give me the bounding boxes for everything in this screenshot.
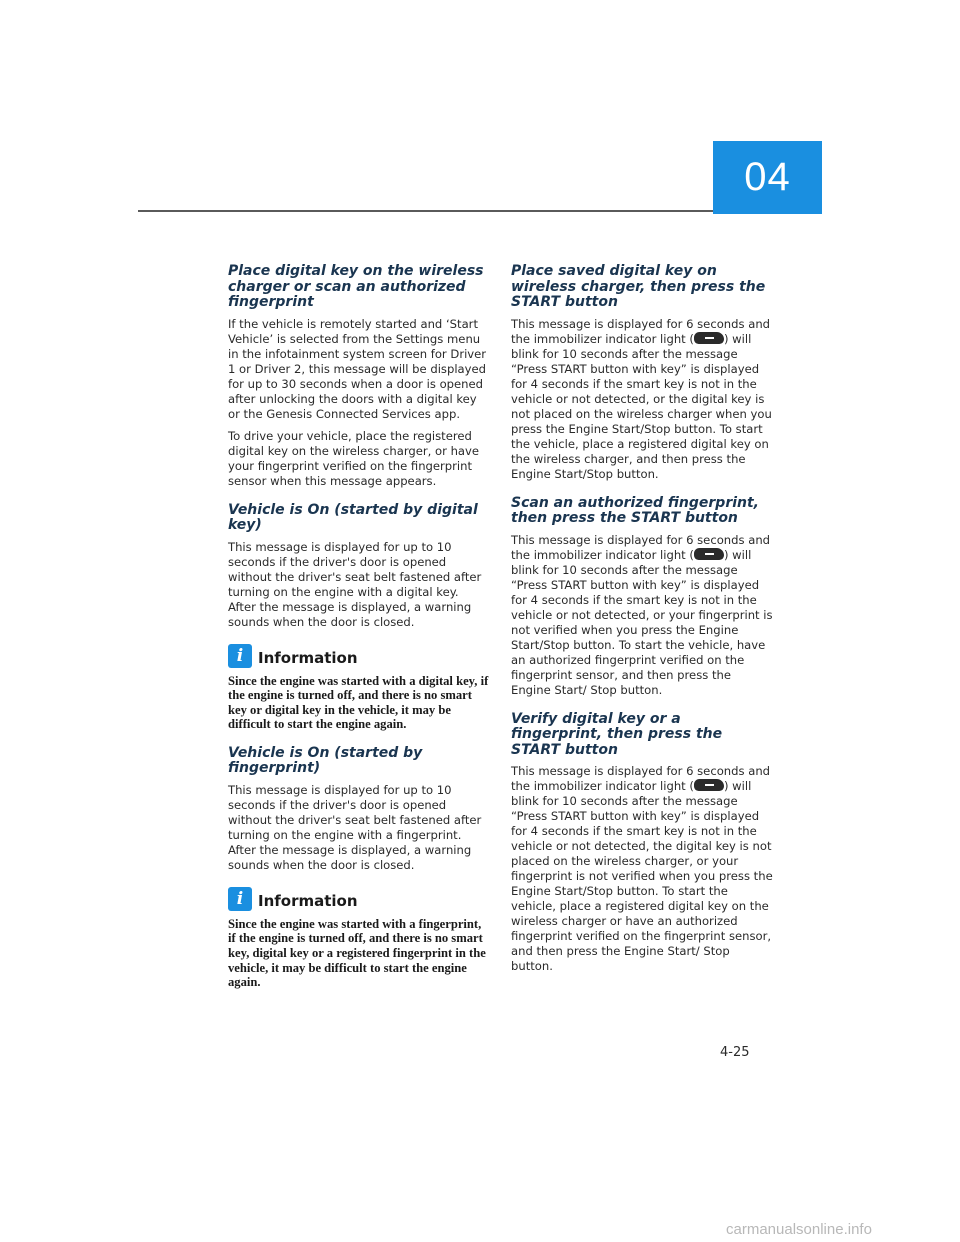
immobilizer-key-icon xyxy=(694,548,724,560)
section-title: Place saved digital key on wireless charger, then press the START button xyxy=(511,263,766,310)
section-title: Scan an authorized fingerprint, then press the START button xyxy=(511,494,760,526)
paragraph xyxy=(511,317,773,482)
text-part: ) will blink for 10 seconds after the message “Press START button with key” is displayed for 4 seconds if the smart key is not in the vehicle or not detected, the digital key is not placed on the wireless charger, or your fingerprint is not verified when you press the Engine Start/Stop button. To start the vehicle, place a registered digital key on the wireless charger or have an authorized fingerprint verified on the fingerprint sensor, and then press the Engine Start/ Stop button. xyxy=(511,779,773,973)
section-place-digital-key xyxy=(228,264,490,489)
information-text: Since the engine was started with a fingerprint, if the engine is turned off, and there is no smart key, digital key or a registered fingerprint in the vehicle, it may be difficult to start the engine again. xyxy=(228,916,486,990)
text-part: ) will blink for 10 seconds after the message “Press START button with key” is displayed for 4 seconds if the smart key is not in the vehicle or not detected, or the digital key is not placed on the wireless charger when you press the Engine Start/Stop button. To start the vehicle, place a registered digital key on the wireless charger, and then press the Engine Start/Stop button. xyxy=(511,331,772,481)
section-place-saved-digital-key xyxy=(511,264,773,482)
paragraph: To drive your vehicle, place the registered digital key on the wireless charger, or have your fingerprint verified on the fingerprint sensor when this message appears. xyxy=(228,428,480,488)
right-column xyxy=(511,264,773,988)
info-icon: i xyxy=(228,887,252,911)
chapter-tab xyxy=(713,141,822,214)
information-title: Information xyxy=(258,648,358,667)
immobilizer-key-icon xyxy=(694,779,724,791)
header-rule xyxy=(138,210,713,212)
information-title: Information xyxy=(258,891,358,910)
paragraph xyxy=(511,764,773,974)
information-header xyxy=(228,887,490,911)
information-box xyxy=(228,887,490,990)
paragraph: This message is displayed for up to 10 seconds if the driver's door is opened without the driver's seat belt fastened after turning on the engine with a fingerprint. After the message is displayed, a warning sounds when the door is closed. xyxy=(228,782,482,872)
information-header xyxy=(228,644,490,668)
text-part: This message is displayed for 6 seconds and the immobilizer indicator light ( xyxy=(511,532,771,562)
page-number: 4-25 xyxy=(720,1045,750,1060)
paragraph: This message is displayed for up to 10 seconds if the driver's door is opened without the driver's seat belt fastened after turning on the engine with a digital key. After the message is displayed, a warning sounds when the door is closed. xyxy=(228,539,482,629)
section-verify-key-or-fingerprint xyxy=(511,712,773,975)
paragraph xyxy=(511,533,773,698)
section-title: Verify digital key or a fingerprint, then press the START button xyxy=(511,710,723,758)
section-title: Place digital key on the wireless charger or scan an authorized fingerprint xyxy=(228,263,484,310)
section-title: Vehicle is On (started by fingerprint) xyxy=(228,744,423,777)
section-started-by-fingerprint xyxy=(228,746,490,873)
text-part: This message is displayed for 6 seconds and the immobilizer indicator light ( xyxy=(511,764,771,793)
information-text: Since the engine was started with a digital key, if the engine is turned off, and there is no smart key or digital key in the vehicle, it may be difficult to start the engine again. xyxy=(228,673,489,732)
info-icon: i xyxy=(228,644,252,668)
section-scan-fingerprint xyxy=(511,496,773,698)
left-column xyxy=(228,264,490,1004)
watermark-text: carmanualsonline.info xyxy=(726,1221,872,1238)
section-title: Vehicle is On (started by digital key) xyxy=(228,501,478,533)
paragraph: If the vehicle is remotely started and ‘Start Vehicle’ is selected from the Settings menu in the infotainment system screen for Driver 1 or Driver 2, this message will be displayed for up to 30 seconds when a door is opened after unlocking the doors with a digital key or the Genesis Connected Services app. xyxy=(228,316,487,421)
text-part: This message is displayed for 6 seconds and the immobilizer indicator light ( xyxy=(511,316,771,346)
section-started-by-digital-key xyxy=(228,503,490,630)
chapter-number: 04 xyxy=(744,155,791,199)
immobilizer-key-icon xyxy=(694,332,724,344)
text-part: ) will blink for 10 seconds after the message “Press START button with key” is displayed for 4 seconds if the smart key is not in the vehicle or not detected, or your fingerprint is not verified when you press the Engine Start/Stop button. To start the vehicle, have an authorized fingerprint verified on the fingerprint sensor, and then press the Engine Start/ Stop button. xyxy=(511,547,773,697)
information-box xyxy=(228,644,490,732)
